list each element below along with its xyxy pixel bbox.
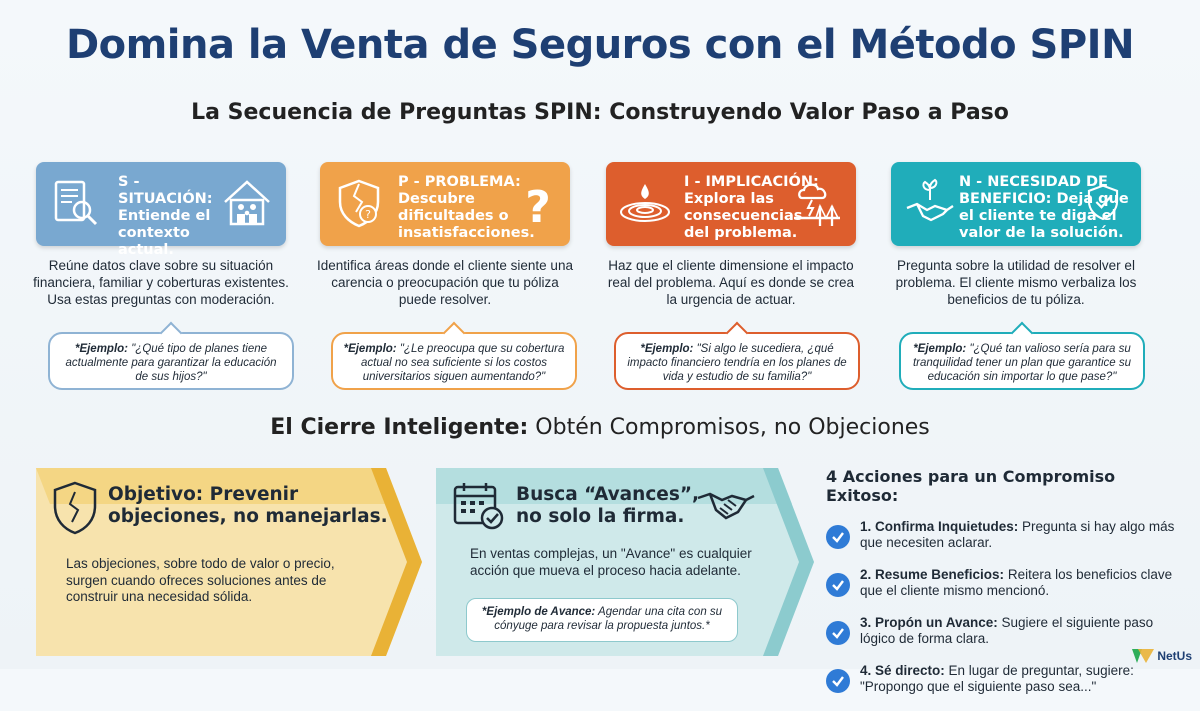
action-item (826, 519, 1186, 555)
handshake-plant-icon (903, 176, 957, 230)
closing-title (0, 415, 1200, 440)
shield-icon (50, 480, 100, 536)
water-ripple-icon (618, 176, 672, 230)
action-text: Reitera los beneficios clave que el cliente mismo mencionó. (860, 567, 1173, 598)
panel1-heading: Objetivo: Prevenir objeciones, no manejarlas. (108, 484, 388, 527)
action-item (826, 615, 1186, 651)
desc-implicacion: Haz que el cliente dimensione el impacto real del problema. Aquí es donde se crea la urgencia de actuar. (607, 258, 855, 307)
panel2-heading: Busca “Avances”, no solo la firma. (516, 484, 700, 527)
closing-title-rest: Obtén Compromisos, no Objeciones (528, 415, 930, 440)
calendar-check-icon (452, 480, 506, 532)
example-text: "Si algo le sucediera, ¿qué impacto financiero tendría en los planes de vida y estudio de su familia?" (627, 343, 847, 383)
example-text: Agendar una cita con su cónyuge para revisar la propuesta juntos.* (494, 606, 723, 632)
actions-list (826, 467, 1186, 711)
action-text: En lugar de preguntar, sugiere: "Propongo que el siguiente paso sea..." (860, 663, 1134, 694)
example-text: "¿Le preocupa que su cobertura actual no sea suficiente si los costos universitarios siguen aumentando?" (360, 343, 565, 383)
logo-mark-icon (1132, 647, 1154, 665)
card-title-p: P - PROBLEMA: Descubre dificultades o insatisfacciones. (398, 174, 535, 241)
example-label: *Ejemplo: (74, 343, 129, 355)
brand-logo (1132, 647, 1192, 665)
example-label: *Ejemplo: (640, 343, 694, 355)
page-title: Domina la Venta de Seguros con el Método SPIN (65, 22, 1135, 68)
check-circle-icon (826, 621, 850, 645)
action-label: 1. Confirma Inquietudes: (860, 519, 1019, 534)
action-text: Pregunta si hay algo más que necesiten aclarar. (860, 519, 1175, 550)
check-circle-icon (826, 525, 850, 549)
action-label: 4. Sé directo: (860, 663, 945, 678)
document-search-icon (48, 176, 102, 230)
panel2-body: En ventas complejas, un "Avance" es cualquier acción que mueva el proceso hacia adelante. (470, 546, 752, 578)
avance-example-box (466, 598, 738, 642)
closing-title-bold: El Cierre Inteligente: (270, 415, 529, 440)
card-situacion (36, 162, 286, 258)
example-label: *Ejemplo: (343, 343, 397, 355)
action-item (826, 663, 1186, 699)
actions-title: 4 Acciones para un Compromiso Exitoso: (826, 467, 1116, 505)
check-circle-icon (826, 573, 850, 597)
example-label: *Ejemplo de Avance: (481, 606, 596, 618)
card-title-s: S - SITUACIÓN: Entiende el contexto actual. (118, 174, 213, 258)
action-label: 2. Resume Beneficios: (860, 567, 1005, 582)
example-bubble-p (331, 332, 577, 390)
shield-check-icon (1083, 182, 1123, 222)
panel-objetivo (36, 468, 422, 656)
desc-necesidad: Pregunta sobre la utilidad de resolver el problema. El cliente mismo verbaliza los beneficios de tu póliza. (895, 258, 1137, 307)
example-label: *Ejemplo: (913, 343, 967, 355)
card-title-n: N - NECESIDAD DE BENEFICIO: Deja que el cliente te diga el valor de la solución. (959, 174, 1129, 241)
desc-problema: Identifica áreas donde el cliente siente una carencia o preocupación que tu póliza puede resolver. (317, 258, 573, 307)
panel1-body: Las objeciones, sobre todo de valor o precio, surgen cuando ofreces soluciones antes de construir una necesidad sólida. (66, 556, 335, 604)
logo-text: NetUs (1157, 649, 1192, 663)
cracked-shield-icon (332, 176, 386, 230)
handshake-icon (696, 486, 756, 526)
action-text: Sugiere el siguiente paso lógico de forma clara. (860, 615, 1154, 646)
svg-text:?: ? (365, 208, 371, 221)
card-problema (320, 162, 570, 246)
desc-situacion: Reúne datos clave sobre su situación financiera, familiar y coberturas existentes. Usa estas preguntas con moderación. (33, 258, 289, 307)
section-subtitle: La Secuencia de Preguntas SPIN: Construyendo Valor Paso a Paso (191, 100, 1009, 125)
example-bubble-n (899, 332, 1145, 390)
example-text: "¿Qué tipo de planes tiene actualmente para garantizar la educación de sus hijos?" (65, 343, 277, 383)
card-necesidad (891, 162, 1141, 246)
card-title-i: I - IMPLICACIÓN: Explora las consecuencias del problema. (684, 174, 819, 241)
question-mark-icon (504, 176, 558, 233)
action-item (826, 567, 1186, 603)
example-bubble-s (48, 332, 294, 390)
storm-bridge-icon (790, 176, 844, 230)
panel-avances (436, 468, 814, 656)
card-implicacion (606, 162, 856, 246)
family-house-icon (220, 176, 274, 230)
check-circle-icon (826, 669, 850, 693)
svg-text:?: ? (525, 182, 551, 233)
example-bubble-i (614, 332, 860, 390)
example-text: "¿Qué tan valioso sería para su tranquilidad tener un plan que garantice su educación sin importar lo que pase?" (912, 343, 1132, 383)
action-label: 3. Propón un Avance: (860, 615, 998, 630)
